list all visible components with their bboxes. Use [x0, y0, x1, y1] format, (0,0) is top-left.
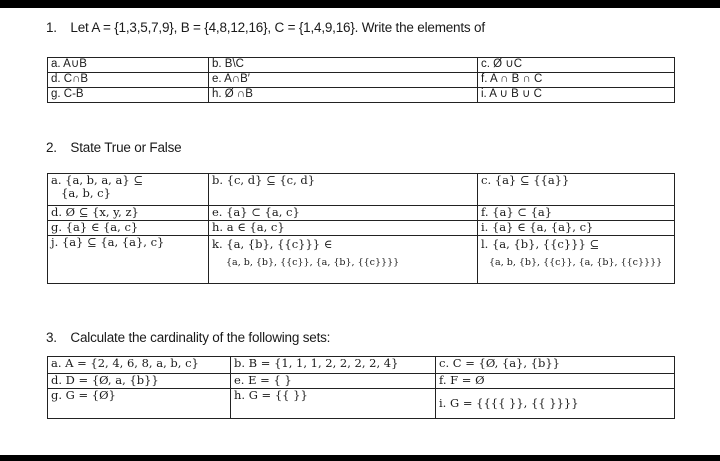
table-row	[48, 357, 675, 374]
top-border	[0, 0, 720, 8]
q2-cell-line: {a, b, c}	[61, 186, 111, 200]
q3-cell: b. B = {1, 1, 1, 2, 2, 2, 2, 4}	[231, 357, 436, 374]
question-2-number: 2.	[46, 140, 57, 155]
question-1-table	[47, 57, 675, 103]
question-3-number: 3.	[46, 330, 57, 345]
question-2-table	[47, 173, 675, 284]
q3-cell: a. A = {2, 4, 6, 8, a, b, c}	[48, 357, 231, 374]
q1-cell: d. C∩B	[48, 73, 209, 88]
q2-cell-line: b. {c, d} ⊆ {c, d}	[212, 173, 316, 187]
q2-cell-line: d. Ø ⊆ {x, y, z}	[51, 205, 139, 219]
q2-cell	[209, 174, 478, 206]
q2-cell-line: f. {a} ⊂ {a}	[481, 205, 553, 219]
q2-cell-line: a. {a, b, a, a} ⊆	[51, 173, 143, 187]
q3-cell: d. D = {Ø, a, {b}}	[48, 374, 231, 389]
table-row	[48, 374, 675, 389]
q3-cell: c. C = {Ø, {a}, {b}}	[436, 357, 675, 374]
q2-cell-line: h. a ∈ {a, c}	[212, 220, 285, 234]
table-row	[48, 73, 675, 88]
q2-cell-line: c. {a} ⊆ {{a}}	[481, 173, 570, 187]
table-row	[48, 88, 675, 103]
q2-cell-line: g. {a} ∈ {a, c}	[51, 220, 139, 234]
question-3-text: Calculate the cardinality of the following sets:	[70, 330, 331, 345]
table-row	[48, 174, 675, 206]
q2-cell-line: k. {a, {b}, {{c}}} ∈	[212, 237, 333, 251]
q2-cell	[209, 206, 478, 221]
q2-cell-line: {a, b, {b}, {{c}}, {a, {b}, {{c}}}}	[226, 257, 400, 268]
q2-cell	[478, 221, 675, 236]
q2-cell	[478, 236, 675, 284]
q2-cell	[478, 206, 675, 221]
q3-cell: g. G = {Ø}	[48, 389, 231, 419]
q3-cell: h. G = {{ }}	[231, 389, 436, 419]
q2-cell	[48, 236, 209, 284]
q2-cell	[209, 221, 478, 236]
question-3-table	[47, 356, 675, 419]
table-row	[48, 206, 675, 221]
q1-cell: e. A∩B′	[209, 73, 478, 88]
table-row	[48, 221, 675, 236]
q1-cell: i. A ∪ B ∪ C	[478, 88, 675, 103]
q2-cell-line: e. {a} ⊂ {a, c}	[212, 205, 300, 219]
q2-cell	[209, 236, 478, 284]
q2-cell	[48, 174, 209, 206]
q1-cell: h. Ø ∩B	[209, 88, 478, 103]
q2-cell-line: j. {a} ⊆ {a, {a}, c}	[51, 235, 165, 249]
table-row	[48, 236, 675, 284]
table-row	[48, 58, 675, 73]
question-3	[46, 330, 330, 345]
table-row	[48, 389, 675, 419]
question-1-text: Let A = {1,3,5,7,9}, B = {4,8,12,16}, C = {1,4,9,16}. Write the elements of	[70, 20, 485, 35]
q1-cell: c. Ø ∪C	[478, 58, 675, 73]
question-1	[46, 20, 485, 35]
q1-cell: a. A∪B	[48, 58, 209, 73]
bottom-border	[0, 455, 720, 461]
q1-cell: g. C-B	[48, 88, 209, 103]
q2-cell	[48, 206, 209, 221]
q3-cell: e. E = { }	[231, 374, 436, 389]
question-2	[46, 140, 181, 155]
q3-cell: i. G = {{{{ }}, {{ }}}}	[436, 389, 675, 419]
q2-cell-line: i. {a} ∈ {a, {a}, c}	[481, 220, 594, 234]
q1-cell: f. A ∩ B ∩ C	[478, 73, 675, 88]
q1-cell: b. B\C	[209, 58, 478, 73]
question-1-number: 1.	[46, 20, 57, 35]
q2-cell	[478, 174, 675, 206]
q2-cell-line: {a, b, {b}, {{c}}, {a, {b}, {{c}}}}	[489, 257, 663, 268]
q2-cell-line: l. {a, {b}, {{c}}} ⊆	[481, 237, 600, 251]
question-2-text: State True or False	[70, 140, 182, 155]
q3-cell: f. F = Ø	[436, 374, 675, 389]
q2-cell	[48, 221, 209, 236]
